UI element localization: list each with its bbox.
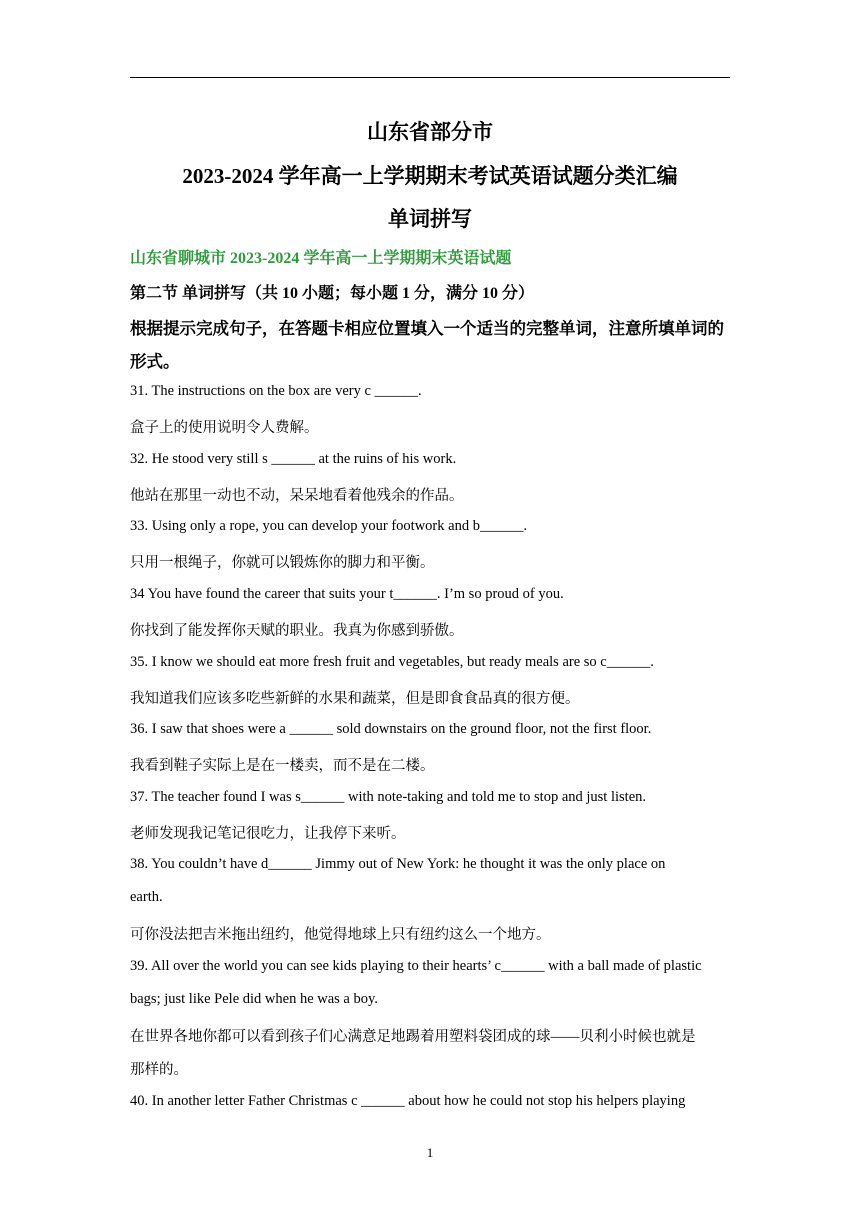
title-topic: 单词拼写 — [388, 207, 472, 231]
title-region: 山东省部分市 — [367, 120, 493, 144]
translation-39-cont: 那样的。 — [130, 1062, 188, 1078]
translation-39: 在世界各地你都可以看到孩子们心满意足地踢着用塑料袋团成的球——贝利小时候也就是 — [130, 1029, 696, 1045]
translation-38: 可你没法把吉米拖出纽约，他觉得地球上只有纽约这么一个地方。 — [130, 927, 551, 943]
page-number: 1 — [426, 1145, 434, 1160]
question-39: 39. All over the world you can see kids playing to their hearts’ c______ with a ball made of plastic — [130, 958, 702, 974]
header-rule — [130, 77, 730, 78]
translation-36: 我看到鞋子实际上是在一楼卖，而不是在二楼。 — [130, 758, 435, 774]
translation-32: 他站在那里一动也不动，呆呆地看着他残余的作品。 — [130, 488, 464, 504]
translation-34: 你找到了能发挥你天赋的职业。我真为你感到骄傲。 — [130, 623, 464, 639]
title-exam: 2023-2024 学年高一上学期期末考试英语试题分类汇编 — [182, 164, 678, 188]
translation-37: 老师发现我记笔记很吃力，让我停下来听。 — [130, 826, 406, 842]
translation-31: 盒子上的使用说明令人费解。 — [130, 420, 319, 436]
question-37: 37. The teacher found I was s______ with note-taking and told me to stop and just listen. — [130, 789, 647, 805]
translation-33: 只用一根绳子，你就可以锻炼你的脚力和平衡。 — [130, 555, 435, 571]
question-33: 33. Using only a rope, you can develop your footwork and b______. — [130, 518, 528, 534]
source-heading: 山东省聊城市 2023-2024 学年高一上学期期末英语试题 — [130, 250, 512, 267]
section-heading: 第二节 单词拼写（共 10 小题；每小题 1 分，满分 10 分） — [130, 285, 535, 302]
question-38: 38. You couldn’t have d______ Jimmy out of New York: he thought it was the only place on — [130, 856, 666, 872]
instruction-text: 根据提示完成句子，在答题卡相应位置填入一个适当的完整单词，注意所填单词的形式。 — [130, 319, 724, 371]
question-38-cont: earth. — [130, 889, 163, 905]
translation-35: 我知道我们应该多吃些新鲜的水果和蔬菜，但是即食食品真的很方便。 — [130, 691, 580, 707]
question-36: 36. I saw that shoes were a ______ sold downstairs on the ground floor, not the first floor. — [130, 721, 652, 737]
question-32: 32. He stood very still s ______ at the ruins of his work. — [130, 451, 457, 467]
question-40: 40. In another letter Father Christmas c ______ about how he could not stop his helpers playing — [130, 1093, 686, 1109]
question-34: 34 You have found the career that suits your t______. I’m so proud of you. — [130, 586, 564, 602]
question-35: 35. I know we should eat more fresh fruit and vegetables, but ready meals are so c______. — [130, 654, 654, 670]
question-31: 31. The instructions on the box are very c ______. — [130, 383, 422, 399]
question-39-cont: bags; just like Pele did when he was a boy. — [130, 991, 378, 1007]
